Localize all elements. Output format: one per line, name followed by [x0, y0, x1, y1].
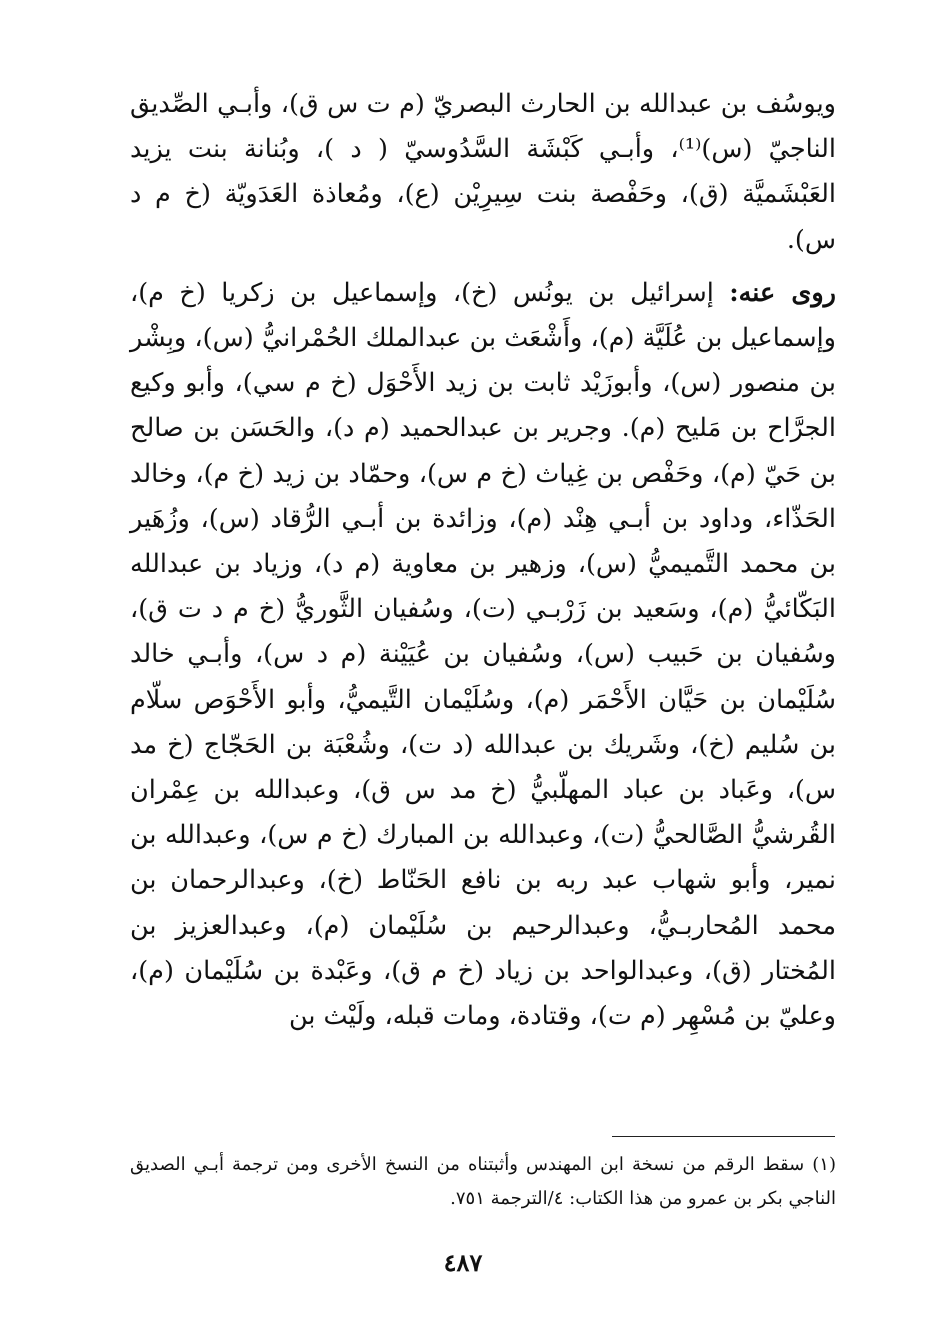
- paragraph: ويوسُف بن عبدالله بن الحارث البصريّ (م ت س ق)، وأبـي الصِّديق الناجيّ (س)⁽¹⁾، وأبـي كَبْشَة السَّدُوسيّ ( د )، وبُنانة بنت يزيد العَبْشَميَّة (ق)، وحَفْصة بنت سِيرِيْن (ع)، ومُعاذة العَدَويّة (خ م د س).: [130, 89, 836, 255]
- page-number: ٤٨٧: [443, 1248, 483, 1277]
- paragraph: [130, 271, 836, 1039]
- footnote: (١) سقط الرقم من نسخة ابن المهندس وأثبتناه من النسخ الأخرى ومن ترجمة أبـي الصديق الناجي بكر بن عمرو من هذا الكتاب: ٤/الترجمة ٧٥١.: [130, 1154, 836, 1209]
- paragraph-text: إسرائيل بن يونُس (خ)، وإسماعيل بن زكريا (خ م)، وإسماعيل بن عُلَيَّة (م)، وأَشْعَث بن عبدالملك الحُمْرانيُّ (س)، وبِشْر بن منصور (س)، وأبوزَيْد ثابت بن زيد الأَحْوَل (خ م سي)، وأبو وكيع الجرَّاح بن مَليح (م). وجرير بن عبدالحميد (م د)، والحَسَن بن صالح بن حَيّ (م)، وحَفْص بن غِياث (خ م س)، وحمّاد بن زيد (خ م)، وخالد الحَذّاء، وداود بن أبـي هِنْد (م)، وزائدة بن أبـي الرُّقاد (س)، وزُهَير بن محمد التَّميميُّ (س)، وزهير بن معاوية (م د)، وزياد بن عبدالله البَكّائيُّ (م)، وسَعيد بن زَرْبـي (ت)، وسُفيان الثَّوريُّ (خ م د ت ق)، وسُفيان بن حَبيب (س)، وسُفيان بن عُيَيْنة (م د س)، وأبـي خالد سُلَيْمان بن حَيَّان الأَحْمَر (م)، وسُلَيْمان التَّيميُّ، وأبو الأَحْوَص سلّام بن سُليم (خ)، وشَريك بن عبدالله (د ت)، وشُعْبَة بن الحَجّاج (خ مد س)، وعَباد بن عباد المهلّبيُّ (خ مد س ق)، وعبدالله بن عِمْران القُرشيُّ الصَّالحيُّ (ت)، وعبدالله بن المبارك (خ م س)، وعبدالله بن نمير، وأبو شهاب عبد ربه بن نافع الحَنّاط (خ)، وعبدالرحمان بن محمد المُحاربـيُّ، وعبدالرحيم بن سُلَيْمان (م)، وعبدالعزيز بن المُختار (ق)، وعبدالواحد بن زياد (خ م ق)، وعَبْدة بن سُلَيْمان (م)، وعليّ بن مُسْهِر (م ت)، وقتادة، ومات قبله، ولَيْث بن: [130, 277, 836, 1032]
- footnote-divider: [612, 1136, 835, 1137]
- section-lead: روى عنه:: [729, 277, 836, 308]
- main-text: [130, 82, 836, 1039]
